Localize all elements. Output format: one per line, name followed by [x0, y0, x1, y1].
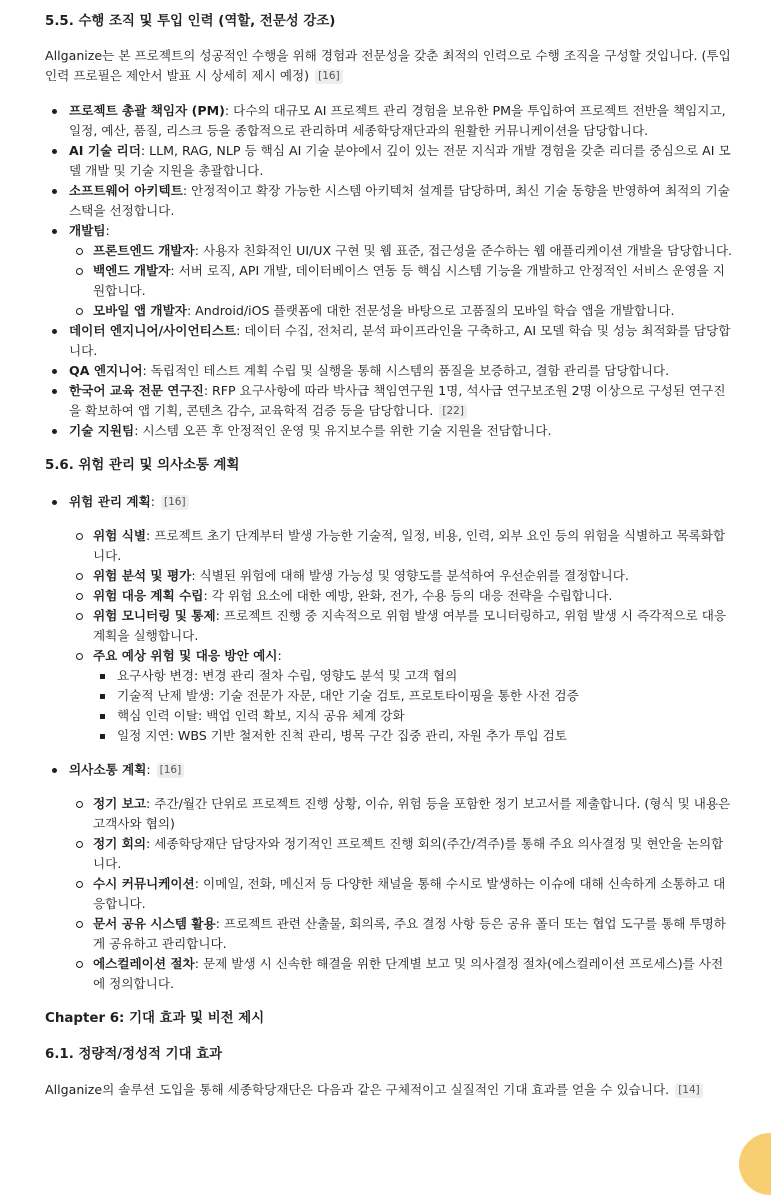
list-item: 소프트웨어 아키텍트: 안정적이고 확장 가능한 시스템 아키텍처 설계를 담당하며, 최신 기술 동향을 반영하여 최적의 기술 스택을 선정합니다.: [45, 181, 735, 221]
list-item: 일정 지연: WBS 기반 철저한 진척 관리, 병목 구간 집중 관리, 자원 추가 투입 검토: [93, 726, 735, 746]
list-item: 핵심 인력 이탈: 백업 인력 확보, 지식 공유 체계 강화: [93, 706, 735, 726]
citation-badge[interactable]: [16]: [157, 763, 185, 778]
risk-comm-list: [45, 492, 735, 994]
chapter-6-heading: Chapter 6: 기대 효과 및 비전 제시: [45, 1011, 265, 1026]
citation-badge[interactable]: [14]: [675, 1083, 703, 1098]
list-item: 의사소통 계획: [16] 정기 보고: 주간/월간 단위로 프로젝트 진행 상황, 이슈, 위험 등을 포함한 정기 보고서를 제출합니다. (형식 및 내용은 고객사와 협의) 정기 회의: 세종학당재단 담당자와 정기적인 프로젝트 진행 회의(주간/격주)를 통해 주요 의사결정 및 현안을 논의합니다. 수시 커뮤니케이션: 이메일, 전화, 메신저 등 다양한 채널을 통해 수시로 발생하는 이슈에 대해 신속하게 소통하고 대응합니다. 문서 공유 시스템 활용: 프로젝트 관련 산출물, 회의록, 주요 결정 사항 등은 공유 폴더 또는 협업 도구를 통해 투명하게 공유하고 관리합니다. 에스컬레이션 절차: 문제 발생 시 신속한 해결을 위한 단계별 보고 및 의사결정 절차(에스컬레이션 프로세스)를 사전에 정의합니다.: [45, 760, 735, 994]
list-item: 주요 예상 위험 및 대응 방안 예시: 요구사항 변경: 변경 관리 절차 수립, 영향도 분석 및 고객 협의 기술적 난제 발생: 기술 전문가 자문, 대안 기술 검토, 프로토타이핑을 통한 사전 검증 핵심 인력 이탈: 백업 인력 확보, 지식 공유 체계 강화 일정 지연: WBS 기반 철저한 진척 관리, 병목 구간 집중 관리, 자원 추가 투입 검토: [45, 646, 735, 746]
list-item: 위험 관리 계획: [16] 위험 식별: 프로젝트 초기 단계부터 발생 가능한 기술적, 일정, 비용, 인력, 외부 요인 등의 위험을 식별하고 목록화합니다. 위험 분석 및 평가: 식별된 위험에 대해 발생 가능성 및 영향도를 분석하여 우선순위를 결정합니다. 위험 대응 계획 수립: 각 위험 요소에 대한 예방, 완화, 전가, 수용 등의 대응 전략을 수립합니다. 위험 모니터링 및 통제: 프로젝트 진행 중 지속적으로 위험 발생 여부를 모니터링하고, 위험 발생 시 즉각적으로 대응 계획을 실행합니다. 주요 예상 위험 및 대응 방안 예시: 요구사항 변경: 변경 관리 절차 수립, 영향도 분석 및 고객 협의 기술적 난제 발생: 기술 전문가 자문, 대안 기술 검토, 프로토타이핑을 통한 사전 검증 핵심 인력 이탈: 백업 인력 확보, 지식 공유 체계 강화 일정 지연: WBS 기반 철저한 진척 관리, 병목 구간 집중 관리, 자원 추가 투입 검토: [45, 492, 735, 746]
list-item: 백엔드 개발자: 서버 로직, API 개발, 데이터베이스 연동 등 핵심 시스템 기능을 개발하고 안정적인 서비스 운영을 지원합니다.: [45, 261, 735, 301]
citation-badge[interactable]: [16]: [315, 69, 343, 84]
list-item: 요구사항 변경: 변경 관리 절차 수립, 영향도 분석 및 고객 협의: [93, 666, 735, 686]
section-5-5-heading: 5.5. 수행 조직 및 투입 인력 (역할, 전문성 강조): [45, 14, 336, 29]
list-item: 문서 공유 시스템 활용: 프로젝트 관련 산출물, 회의록, 주요 결정 사항 등은 공유 폴더 또는 협업 도구를 통해 투명하게 공유하고 관리합니다.: [45, 914, 735, 954]
risk-examples-list: [93, 666, 735, 746]
list-item: 위험 분석 및 평가: 식별된 위험에 대해 발생 가능성 및 영향도를 분석하여 우선순위를 결정합니다.: [45, 566, 735, 586]
section-6-1-heading: 6.1. 정량적/정성적 기대 효과: [45, 1047, 223, 1062]
list-item: 위험 식별: 프로젝트 초기 단계부터 발생 가능한 기술적, 일정, 비용, 인력, 외부 요인 등의 위험을 식별하고 목록화합니다.: [45, 526, 735, 566]
list-item: 위험 대응 계획 수립: 각 위험 요소에 대한 예방, 완화, 전가, 수용 등의 대응 전략을 수립합니다.: [45, 586, 735, 606]
section-5-5-intro: Allganize는 본 프로젝트의 성공적인 수행을 위해 경험과 전문성을 갖춘 최적의 인력으로 수행 조직을 구성할 것입니다. (투입 인력 프로필은 제안서 발표 시 상세히 제시 예정) [16]: [45, 48, 731, 83]
risk-list: [69, 526, 735, 746]
list-item: 정기 보고: 주간/월간 단위로 프로젝트 진행 상황, 이슈, 위험 등을 포함한 정기 보고서를 제출합니다. (형식 및 내용은 고객사와 협의): [45, 794, 735, 834]
list-item: 기술 지원팀: 시스템 오픈 후 안정적인 운영 및 유지보수를 위한 기술 지원을 전담합니다.: [45, 421, 735, 441]
list-item: 데이터 엔지니어/사이언티스트: 데이터 수집, 전처리, 분석 파이프라인을 구축하고, AI 모델 학습 및 성능 최적화를 담당합니다.: [45, 321, 735, 361]
citation-badge[interactable]: [22]: [439, 404, 467, 419]
list-item: AI 기술 리더: LLM, RAG, NLP 등 핵심 AI 기술 분야에서 깊이 있는 전문 지식과 개발 경험을 갖춘 리더를 중심으로 AI 모델 개발 및 기술 지원을 총괄합니다.: [45, 141, 735, 181]
list-item: 기술적 난제 발생: 기술 전문가 자문, 대안 기술 검토, 프로토타이핑을 통한 사전 검증: [93, 686, 735, 706]
list-item: 프론트엔드 개발자: 사용자 친화적인 UI/UX 구현 및 웹 표준, 접근성을 준수하는 웹 애플리케이션 개발을 담당합니다.: [45, 241, 735, 261]
section-5-6-heading: 5.6. 위험 관리 및 의사소통 계획: [45, 458, 240, 473]
dev-team-list: [69, 241, 735, 321]
list-item: 프로젝트 총괄 책임자 (PM): 다수의 대규모 AI 프로젝트 관리 경험을 보유한 PM을 투입하여 프로젝트 전반을 책임지고, 일정, 예산, 품질, 리스크 등을 종합적으로 관리하며 세종학당재단과의 원활한 커뮤니케이션을 담당합니다.: [45, 101, 735, 141]
comm-list: [69, 794, 735, 994]
list-item: 에스컬레이션 절차: 문제 발생 시 신속한 해결을 위한 단계별 보고 및 의사결정 절차(에스컬레이션 프로세스)를 사전에 정의합니다.: [45, 954, 735, 994]
document-page: [45, 11, 735, 1100]
citation-badge[interactable]: [16]: [161, 495, 189, 510]
list-item: 위험 모니터링 및 통제: 프로젝트 진행 중 지속적으로 위험 발생 여부를 모니터링하고, 위험 발생 시 즉각적으로 대응 계획을 실행합니다.: [45, 606, 735, 646]
floating-action-button[interactable]: [739, 1133, 771, 1195]
section-6-1-intro: Allganize의 솔루션 도입을 통해 세종학당재단은 다음과 같은 구체적이고 실질적인 기대 효과를 얻을 수 있습니다. [14]: [45, 1080, 735, 1100]
list-item: QA 엔지니어: 독립적인 테스트 계획 수립 및 실행을 통해 시스템의 품질을 보증하고, 결함 관리를 담당합니다.: [45, 361, 735, 381]
list-item: 정기 회의: 세종학당재단 담당자와 정기적인 프로젝트 진행 회의(주간/격주)를 통해 주요 의사결정 및 현안을 논의합니다.: [45, 834, 735, 874]
list-item: 개발팀: 프론트엔드 개발자: 사용자 친화적인 UI/UX 구현 및 웹 표준, 접근성을 준수하는 웹 애플리케이션 개발을 담당합니다. 백엔드 개발자: 서버 로직, API 개발, 데이터베이스 연동 등 핵심 시스템 기능을 개발하고 안정적인 서비스 운영을 지원합니다. 모바일 앱 개발자: Android/iOS 플랫폼에 대한 전문성을 바탕으로 고품질의 모바일 학습 앱을 개발합니다.: [45, 221, 735, 321]
list-item: 수시 커뮤니케이션: 이메일, 전화, 메신저 등 다양한 채널을 통해 수시로 발생하는 이슈에 대해 신속하게 소통하고 대응합니다.: [45, 874, 735, 914]
list-item: 모바일 앱 개발자: Android/iOS 플랫폼에 대한 전문성을 바탕으로 고품질의 모바일 학습 앱을 개발합니다.: [45, 301, 735, 321]
staff-list: [45, 101, 735, 441]
list-item: 한국어 교육 전문 연구진: RFP 요구사항에 따라 박사급 책임연구원 1명, 석사급 연구보조원 2명 이상으로 구성된 연구진을 확보하여 앱 기획, 콘텐츠 감수, 교육학적 검증 등을 담당합니다. [22]: [45, 381, 735, 421]
